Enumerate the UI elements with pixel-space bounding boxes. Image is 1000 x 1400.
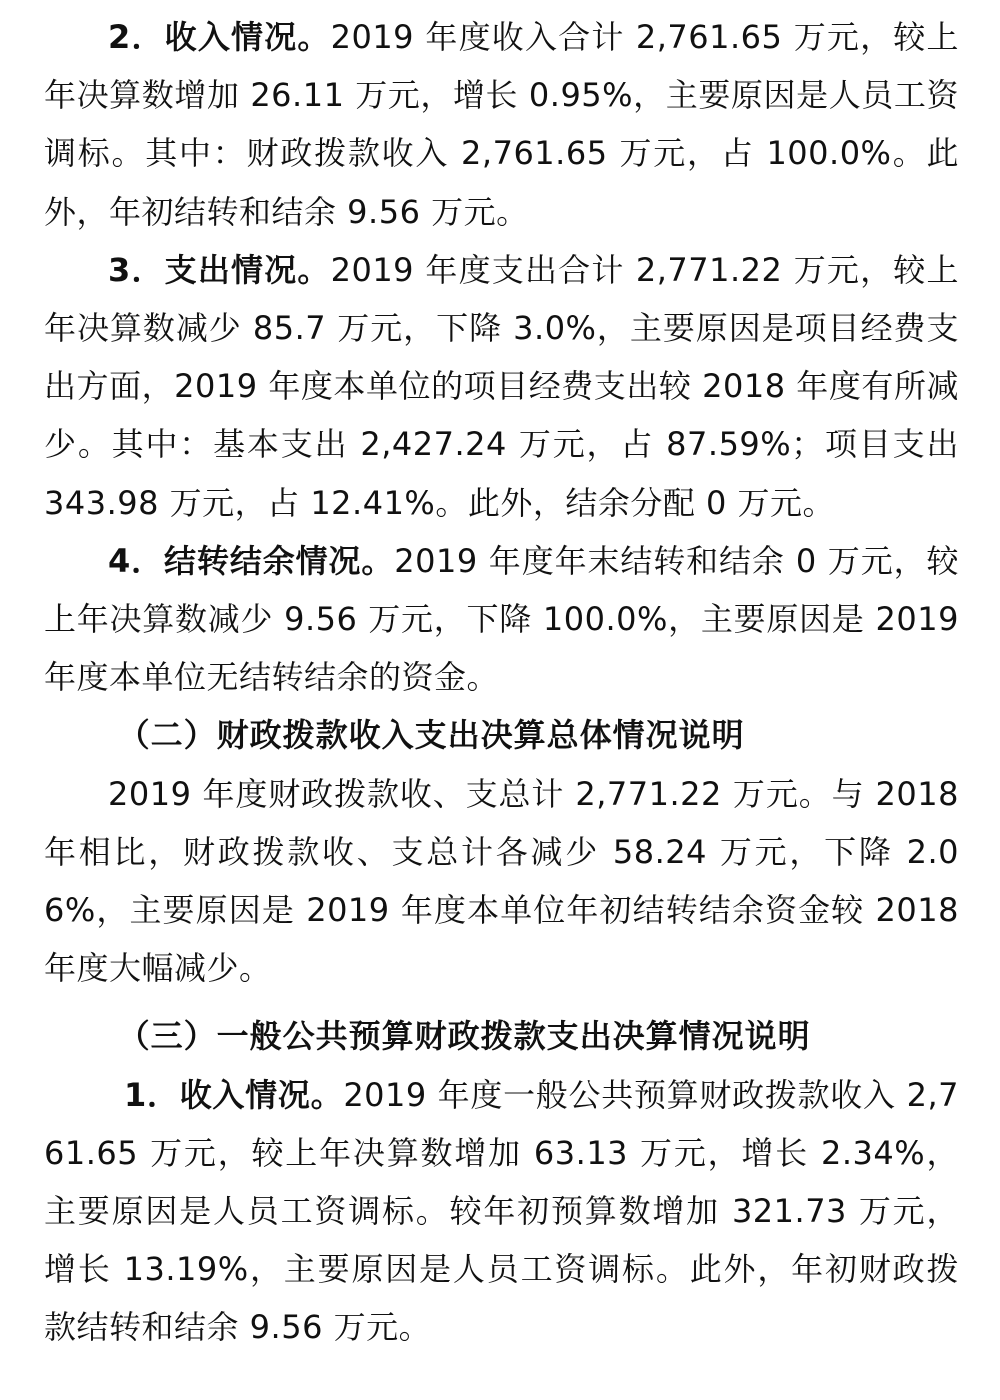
- paragraph-expenditure: [44, 241, 959, 532]
- paragraph-carryover: [44, 532, 959, 707]
- paragraph-fiscal-overview: [44, 765, 959, 998]
- section-heading-2: （二）财政拨款收入支出决算总体情况说明: [117, 716, 745, 755]
- paragraph-general-budget-income: [44, 1066, 959, 1357]
- document-page: [44, 8, 959, 1357]
- paragraph-income: [44, 8, 959, 241]
- section-heading-3: （三）一般公共预算财政拨款支出决算情况说明: [117, 1017, 811, 1056]
- paragraph-text: 2019 年度财政拨款收、支总计 2,771.22 万元。与 2018 年相比，财政拨款收、支总计各减少 58.24 万元，下降 2.06%，主要原因是 2019 年度本单位年初结转结余资金较 2018 年度大幅减少。: [44, 774, 959, 988]
- paragraph-text: 2019 年度年末结转和结余 0 万元，较上年决算数减少 9.56 万元，下降 100.0%，主要原因是 2019 年度本单位无结转结余的资金。: [44, 541, 959, 697]
- paragraph-lead: 1．收入情况。: [124, 1075, 344, 1114]
- paragraph-lead: 3．支出情况。: [108, 250, 331, 289]
- paragraph-lead: 2．收入情况。: [108, 18, 331, 56]
- paragraph-text: 2019 年度收入合计 2,761.65 万元，较上年决算数增加 26.11 万元，增长 0.95%，主要原因是人员工资调标。其中：财政拨款收入 2,761.65 万元，占 100.0%。此外，年初结转和结余 9.56 万元。: [44, 18, 959, 231]
- paragraph-lead: 4．结转结余情况。: [108, 541, 395, 580]
- paragraph-text: 2019 年度支出合计 2,771.22 万元，较上年决算数减少 85.7 万元，下降 3.0%，主要原因是项目经费支出方面，2019 年度本单位的项目经费支出较 2018 年度有所减少。其中：基本支出 2,427.24 万元，占 87.59%；项目支出 343.98 万元，占 12.41%。此外，结余分配 0 万元。: [44, 250, 959, 522]
- paragraph-text: 2019 年度一般公共预算财政拨款收入 2,761.65 万元，较上年决算数增加 63.13 万元，增长 2.34%，主要原因是人员工资调标。较年初预算数增加 321.73 万元，增长 13.19%，主要原因是人员工资调标。此外，年初财政拨款结转和结余 9.56 万元。: [44, 1075, 959, 1347]
